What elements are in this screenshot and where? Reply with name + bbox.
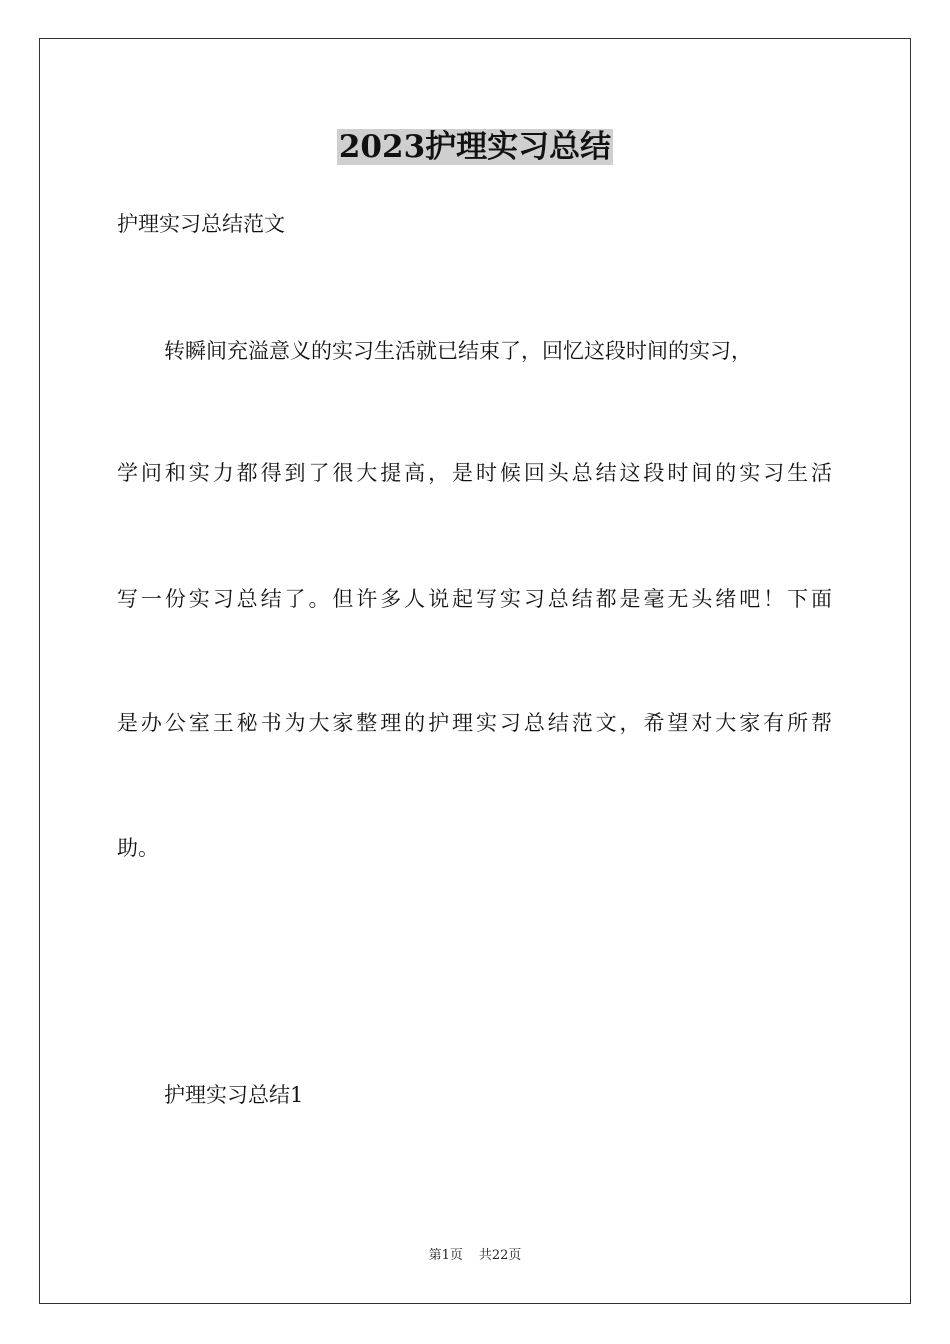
document-subtitle: 护理实习总结范文 (117, 212, 285, 236)
document-title (0, 127, 950, 167)
page-footer (0, 1247, 950, 1265)
section-heading: 护理实习总结1 (164, 1083, 304, 1107)
page-total: 共22页 (478, 1248, 522, 1263)
paragraph-line-3: 写一份实习总结了。但许多人说起写实习总结都是毫无头绪吧！下面 (117, 587, 832, 611)
page-number: 第1页 (428, 1248, 463, 1263)
paragraph-line-5: 助。 (117, 836, 159, 860)
document-title-text: 2023护理实习总结 (338, 129, 612, 165)
paragraph-line-4: 是办公室王秘书为大家整理的护理实习总结范文，希望对大家有所帮 (117, 711, 832, 735)
paragraph-line-2: 学问和实力都得到了很大提高，是时候回头总结这段时间的实习生活 (117, 461, 832, 485)
paragraph-line-1: 转瞬间充溢意义的实习生活就已结束了，回忆这段时间的实习， (164, 339, 752, 363)
